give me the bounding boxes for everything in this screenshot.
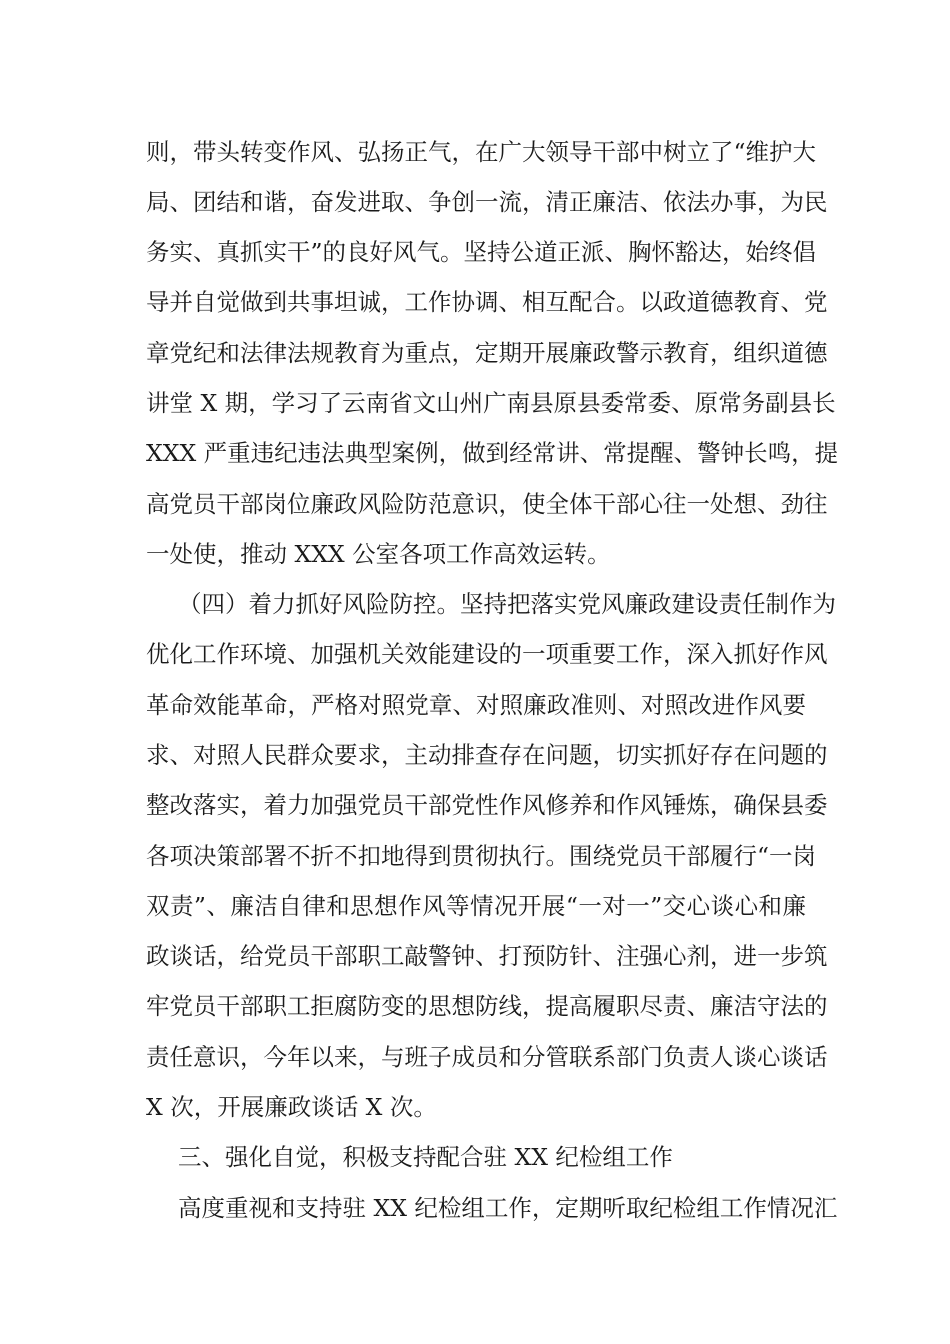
text-line: 一处使，推动 XXX 公室各项工作高效运转。 bbox=[146, 540, 611, 568]
text-line: X 次，开展廉政谈话 X 次。 bbox=[146, 1093, 437, 1121]
text-line: 双责”、廉洁自律和思想作风等情况开展“一对一”交心谈心和廉 bbox=[146, 892, 806, 920]
section-heading: （四）着力抓好风险防控。坚持把落实党风廉政建设责任制作为 bbox=[178, 590, 836, 618]
text-line: XXX 严重违纪违法典型案例，做到经常讲、常提醒、警钟长鸣，提 bbox=[146, 439, 839, 467]
text-line: 务实、真抓实干”的良好风气。坚持公道正派、胸怀豁达，始终倡 bbox=[146, 238, 817, 266]
text-line: 求、对照人民群众要求，主动排查存在问题，切实抓好存在问题的 bbox=[146, 741, 828, 769]
text-line: 优化工作环境、加强机关效能建设的一项重要工作，深入抓好作风 bbox=[146, 640, 828, 668]
text-line: 导并自觉做到共事坦诚，工作协调、相互配合。以政道德教育、党 bbox=[146, 288, 828, 316]
text-line: 高度重视和支持驻 XX 纪检组工作，定期听取纪检组工作情况汇 bbox=[178, 1194, 838, 1222]
text-line: 局、团结和谐，奋发进取、争创一流，清正廉洁、依法办事，为民 bbox=[146, 188, 828, 216]
text-line: 政谈话，给党员干部职工敲警钟、打预防针、注强心剂，进一步筑 bbox=[146, 942, 828, 970]
text-line: 各项决策部署不折不扣地得到贯彻执行。围绕党员干部履行“一岗 bbox=[146, 842, 817, 870]
text-line: 则，带头转变作风、弘扬正气，在广大领导干部中树立了“维护大 bbox=[146, 138, 817, 166]
text-line: 整改落实，着力加强党员干部党性作风修养和作风锤炼，确保县委 bbox=[146, 791, 828, 819]
text-line: 章党纪和法律法规教育为重点，定期开展廉政警示教育，组织道德 bbox=[146, 339, 828, 367]
text-line: 革命效能革命，严格对照党章、对照廉政准则、对照改进作风要 bbox=[146, 691, 806, 719]
text-line: 高党员干部岗位廉政风险防范意识，使全体干部心往一处想、劲往 bbox=[146, 490, 828, 518]
section-heading: 三、强化自觉，积极支持配合驻 XX 纪检组工作 bbox=[178, 1143, 673, 1171]
text-line: 责任意识，今年以来，与班子成员和分管联系部门负责人谈心谈话 bbox=[146, 1043, 828, 1071]
text-line: 讲堂 X 期，学习了云南省文山州广南县原县委常委、原常务副县长 bbox=[146, 389, 836, 417]
text-line: 牢党员干部职工拒腐防变的思想防线，提高履职尽责、廉洁守法的 bbox=[146, 992, 828, 1020]
